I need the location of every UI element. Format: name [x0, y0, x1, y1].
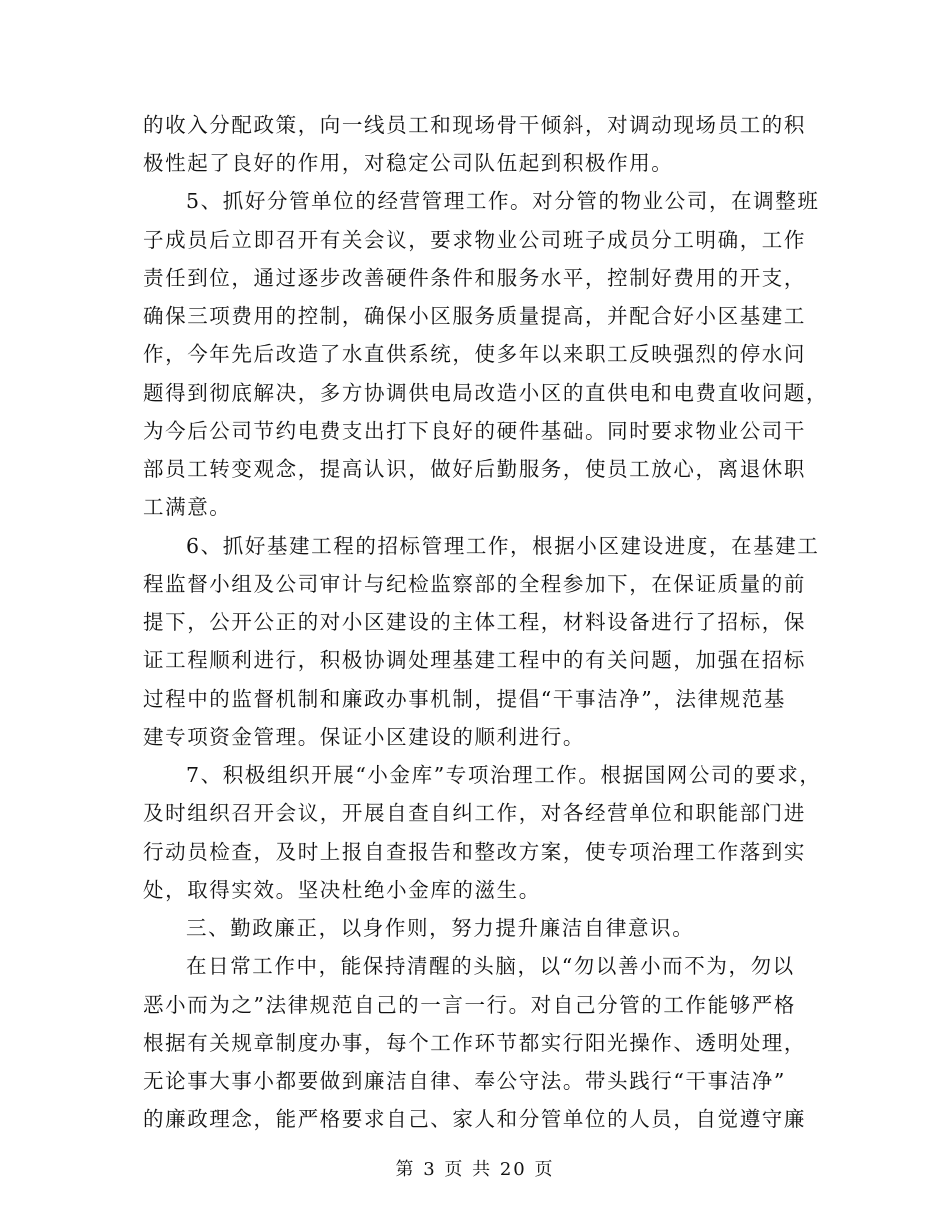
text-line: 题得到彻底解决，多方协调供电局改造小区的直供电和电费直收问题，: [143, 381, 829, 405]
text-line: 提下，公开公正的对小区建设的主体工程，材料设备进行了招标，保: [143, 610, 806, 634]
text-line: 作，今年先后改造了水直供系统，使多年以来职工反映强烈的停水问: [143, 342, 806, 366]
text-line: 过程中的监督机制和廉政办事机制，提倡“干事洁净”，法律规范基: [143, 687, 786, 711]
text-line: 部员工转变观念，提高认识，做好后勤服务，使员工放心，离退休职: [143, 457, 806, 481]
text-line: 行动员检查，及时上报自查报告和整改方案，使专项治理工作落到实: [143, 840, 806, 864]
text-line: 在日常工作中，能保持清醒的头脑，以“勿以善小而不为，勿以: [186, 954, 795, 978]
text-line: 的收入分配政策，向一线员工和现场骨干倾斜，对调动现场员工的积: [143, 113, 806, 137]
text-line: 恶小而为之”法律规范自己的一言一行。对自己分管的工作能够严格: [143, 993, 796, 1017]
text-line: 证工程顺利进行，积极协调处理基建工程中的有关问题，加强在招标: [143, 648, 806, 672]
text-line: 子成员后立即召开有关会议，要求物业公司班子成员分工明确，工作: [143, 228, 806, 252]
section-heading: 三、勤政廉正，以身作则，努力提升廉洁自律意识。: [186, 916, 695, 940]
text-line: 极性起了良好的作用，对稳定公司队伍起到积极作用。: [143, 151, 674, 175]
page-number-footer: 第 3 页 共 20 页: [395, 1159, 555, 1180]
text-line: 为今后公司节约电费支出打下良好的硬件基础。同时要求物业公司干: [143, 419, 806, 443]
text-line: 7、积极组织开展“小金库”专项治理工作。根据国网公司的要求，: [186, 763, 822, 787]
text-line: 责任到位，通过逐步改善硬件条件和服务水平，控制好费用的开支，: [143, 266, 806, 290]
text-line: 确保三项费用的控制，确保小区服务质量提高，并配合好小区基建工: [143, 304, 806, 328]
text-line: 无论事大事小都要做到廉洁自律、奉公守法。带头践行“干事洁净”: [143, 1069, 786, 1093]
text-line: 建专项资金管理。保证小区建设的顺利进行。: [143, 725, 585, 749]
text-line: 程监督小组及公司审计与纪检监察部的全程参加下，在保证质量的前: [143, 572, 806, 596]
text-line: 5、抓好分管单位的经营管理工作。对分管的物业公司，在调整班: [186, 189, 820, 213]
text-line: 的廉政理念，能严格要求自己、家人和分管单位的人员，自觉遵守廉: [143, 1107, 806, 1131]
text-line: 6、抓好基建工程的招标管理工作，根据小区建设进度，在基建工: [186, 534, 820, 558]
text-line: 工满意。: [143, 495, 232, 519]
text-line: 根据有关规章制度办事，每个工作环节都实行阳光操作、透明处理，: [143, 1031, 806, 1055]
text-line: 处，取得实效。坚决杜绝小金库的滋生。: [143, 878, 541, 902]
text-line: 及时组织召开会议，开展自查自纠工作，对各经营单位和职能部门进: [143, 801, 806, 825]
